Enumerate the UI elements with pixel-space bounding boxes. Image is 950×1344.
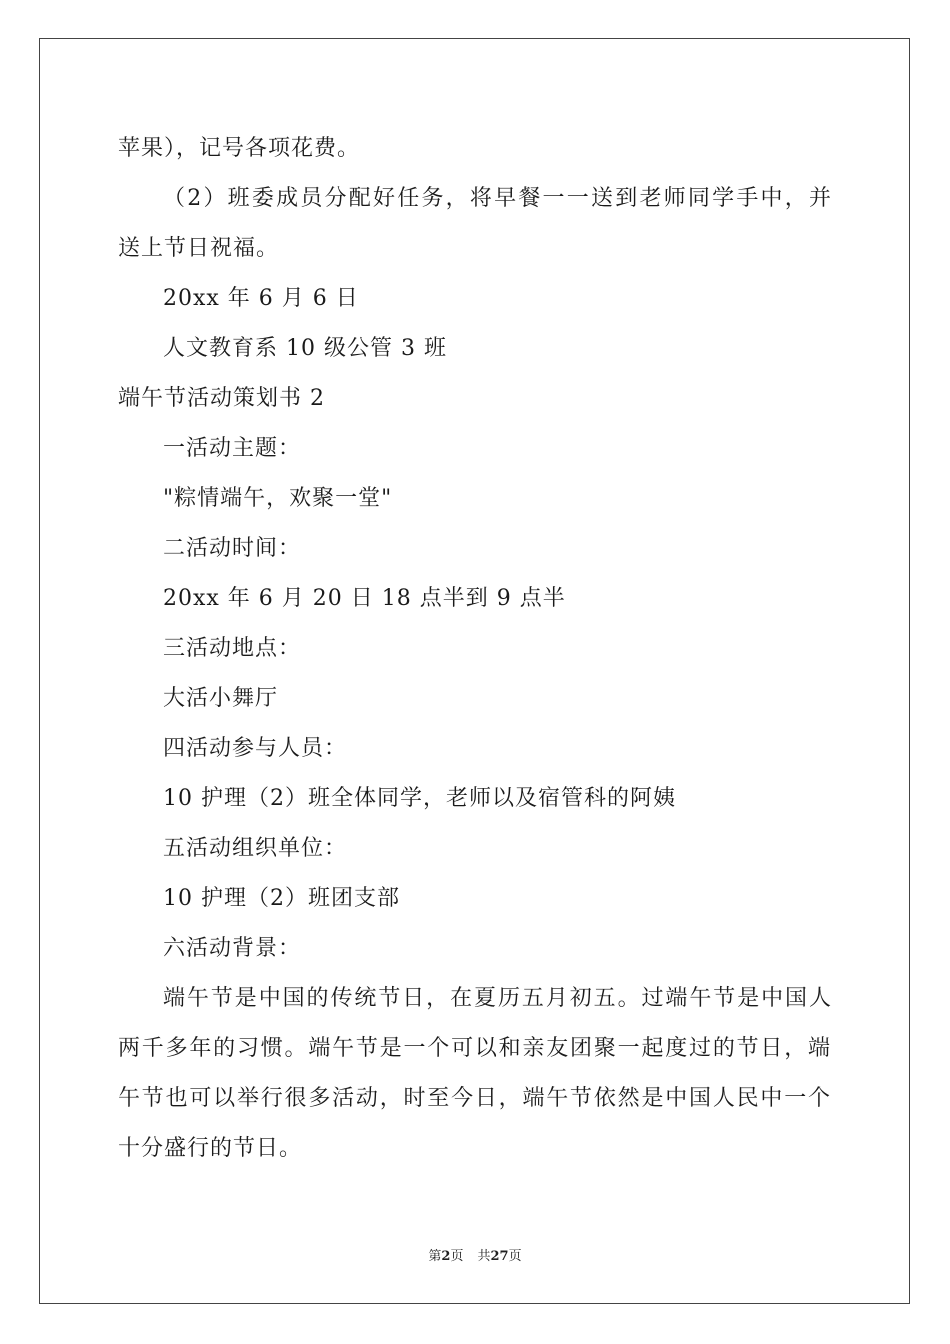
footer-page-number: 2: [441, 1249, 451, 1264]
background-text: 午节也可以举行很多活动，时至今日，端午节依然是中国人民中一个: [118, 1086, 830, 1111]
background-text: 十分盛行的节日。: [118, 1136, 303, 1161]
text-line: 苹果），记号各项花费。: [118, 136, 361, 161]
theme-text: "粽情端午，欢聚一堂": [163, 486, 393, 511]
section-title: 端午节活动策划书 2: [118, 386, 325, 411]
footer-page-prefix: 第: [428, 1249, 442, 1264]
heading-background: 六活动背景：: [163, 936, 302, 961]
class-signature: 人文教育系 10 级公管 3 班: [163, 336, 447, 361]
heading-participants: 四活动参与人员：: [163, 736, 348, 761]
participants-text: 10 护理（2）班全体同学，老师以及宿管科的阿姨: [163, 786, 676, 811]
heading-theme: 一活动主题：: [163, 436, 302, 461]
footer-total-suffix: 页: [508, 1249, 522, 1264]
location-text: 大活小舞厅: [163, 686, 279, 711]
heading-time: 二活动时间：: [163, 536, 302, 561]
background-text: 两千多年的习惯。端午节是一个可以和亲友团聚一起度过的节日，端: [118, 1036, 830, 1061]
heading-organizer: 五活动组织单位：: [163, 836, 348, 861]
page-border: [39, 38, 910, 1304]
page-footer: [0, 1248, 950, 1266]
organizer-text: 10 护理（2）班团支部: [163, 886, 400, 911]
footer-page-suffix: 页: [450, 1249, 464, 1264]
background-text: 端午节是中国的传统节日，在夏历五月初五。过端午节是中国人: [163, 986, 831, 1011]
heading-location: 三活动地点：: [163, 636, 302, 661]
footer-total-prefix: 共: [477, 1249, 491, 1264]
text-line: 送上节日祝福。: [118, 236, 280, 261]
date-line: 20xx 年 6 月 6 日: [163, 286, 359, 311]
text-line: （2）班委成员分配好任务，将早餐一一送到老师同学手中，并: [163, 186, 831, 211]
time-text: 20xx 年 6 月 20 日 18 点半到 9 点半: [163, 586, 566, 611]
footer-total-number: 27: [490, 1249, 509, 1264]
